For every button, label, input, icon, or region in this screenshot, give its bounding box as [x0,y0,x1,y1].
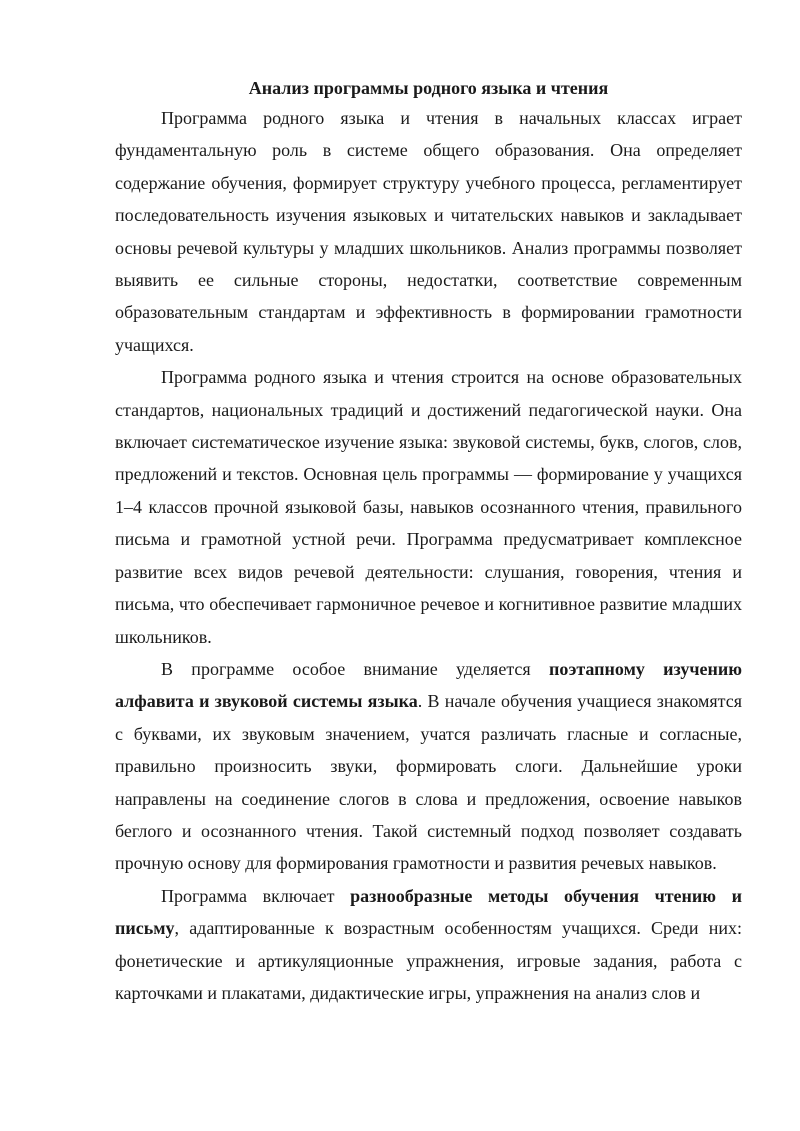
paragraph-text: Программа родного языка и чтения в начальных классах играет фундаментальную роль в системе общего образования. Она определяет содержание обучения, формирует структуру учебного процесса, регламентирует последовательность изучения языковых и читательских навыков и закладывает основы речевой культуры у младших школьников. Анализ программы позволяет выявить ее сильные стороны, недостатки, соответствие современным образовательным стандартам и эффективность в формировании грамотности учащихся. [115,108,742,355]
paragraph-4 [115,880,742,1010]
paragraph-text: Программа включает [161,885,351,906]
bold-phrase: разнообразные методы обучения чтению и письму [115,885,743,939]
paragraph-text: В программе особое внимание уделяется [161,658,549,679]
document-page [115,74,742,1009]
paragraph-text: . В начале обучения учащиеся знакомятся с буквами, их звуковым значением, учатся различать гласные и согласные, правильно произносить звуки, формировать слоги. Дальнейшие уроки направлены на соединение слогов в слова и предложения, освоение навыков беглого и осознанного чтения. Такой системный подход позволяет создавать прочную основу для формирования грамотности и развития речевых навыков. [115,691,742,874]
paragraph-2 [115,361,742,653]
bold-phrase: поэтапному изучению алфавита и звуковой системы языка [115,658,743,712]
paragraph-1 [115,102,742,361]
paragraph-text: Программа родного языка и чтения строится на основе образовательных стандартов, национальных традиций и достижений педагогической науки. Она включает систематическое изучение языка: звуковой системы, букв, слогов, слов, предложений и текстов. Основная цель программы — формирование у учащихся 1–4 классов прочной языковой базы, навыков осознанного чтения, правильного письма и грамотной устной речи. Программа предусматривает комплексное развитие всех видов речевой деятельности: слушания, говорения, чтения и письма, что обеспечивает гармоничное речевое и когнитивное развитие младших школьников. [115,367,742,647]
document-title: Анализ программы родного языка и чтения [248,78,609,98]
paragraph-3 [115,653,742,880]
paragraph-text: , адаптированные к возрастным особенностям учащихся. Среди них: фонетические и артикуляционные упражнения, игровые задания, работа с карточками и плакатами, дидактические игры, упражнения на анализ слов и [115,918,742,1003]
